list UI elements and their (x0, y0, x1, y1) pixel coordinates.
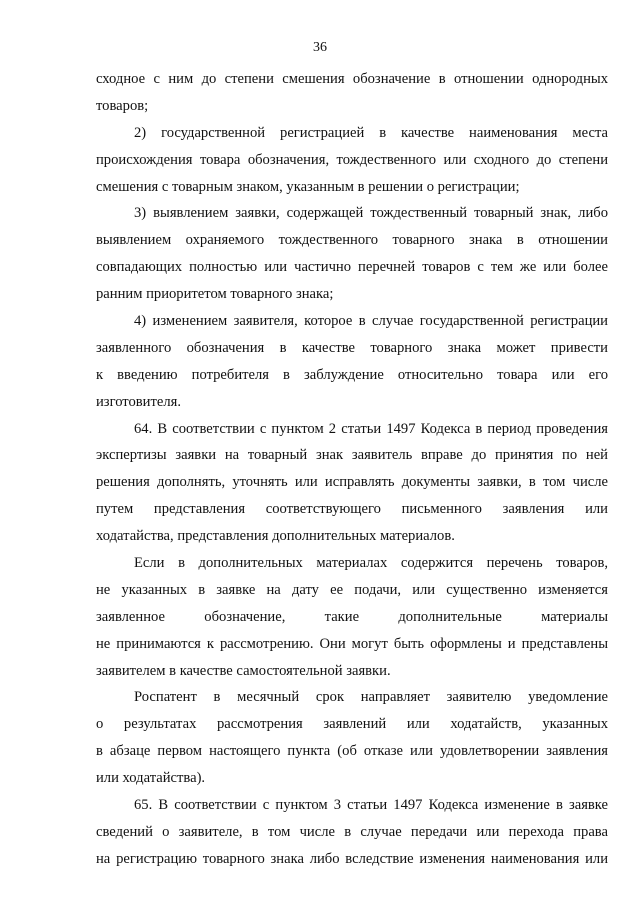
text-line: ранним приоритетом товарного знака; (96, 286, 334, 303)
paragraph-first-line: 65. В соответствии с пунктом 3 статьи 1497 Кодекса изменение в заявке (134, 797, 608, 814)
text-line: смешения с товарным знаком, указанным в решении о регистрации; (96, 178, 520, 195)
text-line: совпадающих полностью или частично перечней товаров с тем же или более (96, 259, 608, 276)
paragraph-first-line: 4) изменением заявителя, которое в случае государственной регистрации (134, 313, 608, 330)
text-line: не указанных в заявке на дату ее подачи, или существенно изменяется (96, 581, 608, 598)
paragraph-first-line: 64. В соответствии с пунктом 2 статьи 1497 Кодекса в период проведения (134, 420, 608, 437)
text-line: путем представления соответствующего письменного заявления или (96, 501, 608, 518)
paragraph-first-line: Если в дополнительных материалах содержится перечень товаров, (134, 555, 608, 572)
text-line: ходатайства, представления дополнительных материалов. (96, 528, 455, 545)
text-line: на регистрацию товарного знака либо вследствие изменения наименования или (96, 850, 608, 867)
text-line: сведений о заявителе, в том числе в случае передачи или перехода права (96, 823, 608, 840)
text-line: сходное с ним до степени смешения обозначение в отношении однородных (96, 71, 608, 87)
text-line: в абзаце первом настоящего пункта (об отказе или удовлетворении заявления (96, 743, 608, 760)
paragraph-first-line: 2) государственной регистрацией в качестве наименования места (134, 124, 608, 141)
text-line: выявлением охраняемого тождественного товарного знака в отношении (96, 232, 608, 249)
text-line: происхождения товара обозначения, тождественного или сходного до степени (96, 151, 608, 168)
text-line: экспертизы заявки на товарный знак заявитель вправе до принятия по ней (96, 447, 608, 464)
text-line: заявленного обозначения в качестве товарного знака может привести (96, 339, 608, 356)
text-line: решения дополнять, уточнять или исправлять документы заявки, в том числе (96, 474, 608, 491)
text-line: или ходатайства). (96, 770, 206, 787)
text-line: заявленное обозначение, такие дополнительные материалы (96, 608, 608, 625)
paragraph-first-line: Роспатент в месячный срок направляет заявителю уведомление (134, 689, 608, 706)
paragraph-first-line: 3) выявлением заявки, содержащей тождественный товарный знак, либо (134, 205, 608, 222)
body-text (96, 66, 608, 873)
text-line: заявителем в качестве самостоятельной заявки. (96, 662, 391, 679)
text-line: к введению потребителя в заблуждение относительно товара или его (96, 366, 608, 383)
text-line: о результатах рассмотрения заявлений или ходатайств, указанных (96, 716, 608, 733)
text-line: не принимаются к рассмотрению. Они могут быть оформлены и представлены (96, 635, 608, 652)
text-line: изготовителя. (96, 393, 181, 410)
page-number: 36 (313, 40, 327, 55)
text-line: товаров; (96, 97, 149, 114)
